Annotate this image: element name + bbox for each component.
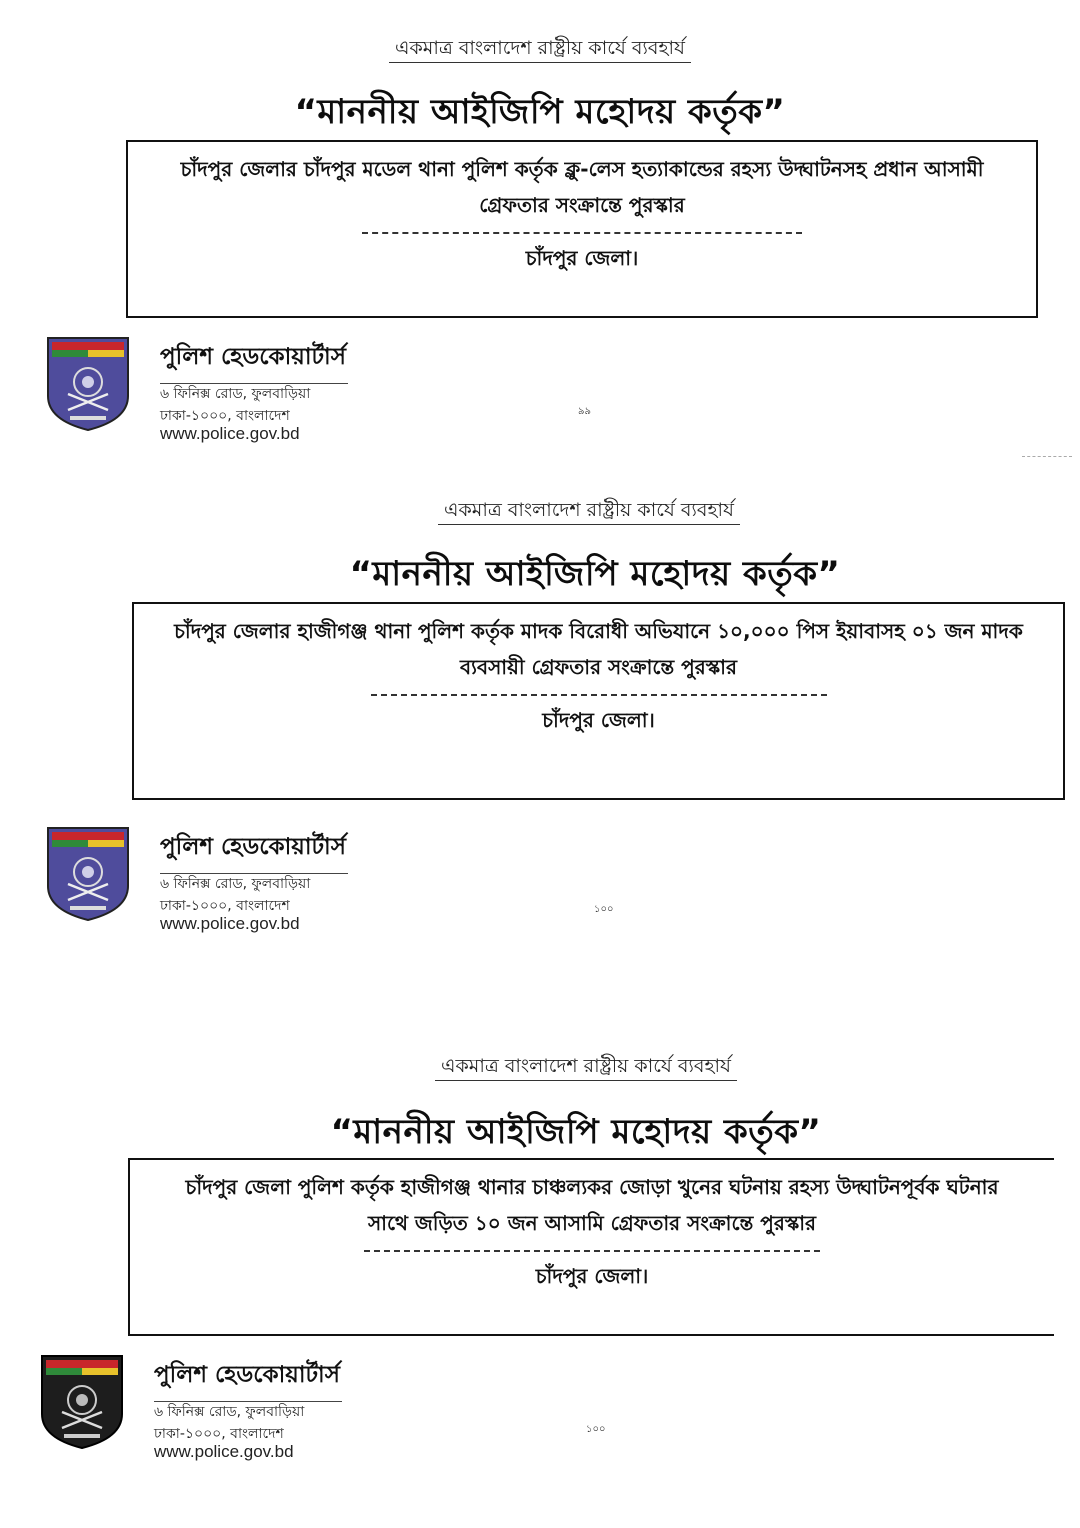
police-hq-block <box>40 1354 420 1474</box>
restricted-use-note: একমাত্র বাংলাদেশ রাষ্ট্রীয় কার্যে ব্যবহার্য <box>0 1052 1080 1084</box>
bangladesh-police-emblem-icon <box>46 826 130 922</box>
dashed-separator <box>362 232 802 234</box>
award-box <box>128 1158 1054 1336</box>
page-number: ৯৯ <box>578 406 591 417</box>
award-text-line-1: চাঁদপুর জেলা পুলিশ কর্তৃক হাজীগঞ্জ থানার চাঞ্চল্যকর জোড়া খুনের ঘটনায় রহস্য উদ্ঘাটনপূর্বক ঘটনার <box>185 1175 999 1199</box>
hq-address-line-1: ৬ ফিনিক্স রোড, ফুলবাড়িয়া <box>160 876 311 892</box>
page-number: ১০০ <box>586 1424 606 1435</box>
dashed-separator <box>364 1250 820 1252</box>
hq-address-line-2: ঢাকা-১০০০, বাংলাদেশ <box>160 898 290 914</box>
restricted-use-note: একমাত্র বাংলাদেশ রাষ্ট্রীয় কার্যে ব্যবহার্য <box>0 496 1080 528</box>
dashed-separator <box>371 694 827 696</box>
hq-name: পুলিশ হেডকোয়ার্টার্স <box>154 1356 342 1402</box>
hq-address-line-1: ৬ ফিনিক্স রোড, ফুলবাড়িয়া <box>160 386 311 402</box>
award-text-line-2: সাথে জড়িত ১০ জন আসামি গ্রেফতার সংক্রান্তে পুরস্কার <box>367 1211 817 1235</box>
page-number: ১০০ <box>594 904 614 915</box>
bangladesh-police-emblem-icon <box>46 336 130 432</box>
hq-website: www.police.gov.bd <box>160 424 300 443</box>
hq-address-line-2: ঢাকা-১০০০, বাংলাদেশ <box>154 1426 284 1442</box>
hq-website: www.police.gov.bd <box>160 914 300 933</box>
police-hq-block <box>46 826 426 946</box>
district-name: চাঁদপুর জেলা। <box>535 1264 649 1288</box>
award-box <box>132 602 1065 800</box>
bangladesh-police-emblem-icon <box>40 1354 124 1450</box>
police-hq-block <box>46 336 426 446</box>
award-box <box>126 140 1038 318</box>
scan-mark <box>1022 456 1072 457</box>
award-text-line-1: চাঁদপুর জেলার চাঁদপুর মডেল থানা পুলিশ কর্তৃক ক্লু-লেস হত্যাকান্ডের রহস্য উদ্ঘাটনসহ প্রধান আসামী <box>180 157 984 181</box>
award-text-line-2: গ্রেফতার সংক্রান্তে পুরস্কার <box>479 193 685 217</box>
hq-address-line-2: ঢাকা-১০০০, বাংলাদেশ <box>160 408 290 424</box>
district-name: চাঁদপুর জেলা। <box>542 708 655 732</box>
certificate-title: “মাননীয় আইজিপি মহোদয় কর্তৃক” <box>330 1112 822 1152</box>
hq-name: পুলিশ হেডকোয়ার্টার্স <box>160 338 348 384</box>
hq-name: পুলিশ হেডকোয়ার্টার্স <box>160 828 348 874</box>
district-name: চাঁদপুর জেলা। <box>525 246 639 270</box>
hq-address-line-1: ৬ ফিনিক্স রোড, ফুলবাড়িয়া <box>154 1404 305 1420</box>
certificate-3 <box>0 1030 1080 1528</box>
award-text-line-1: চাঁদপুর জেলার হাজীগঞ্জ থানা পুলিশ কর্তৃক মাদক বিরোধী অভিযানে ১০,০০০ পিস ইয়াবাসহ ০১ জন মাদক <box>174 619 1023 643</box>
restricted-use-note: একমাত্র বাংলাদেশ রাষ্ট্রীয় কার্যে ব্যবহার্য <box>0 34 1080 66</box>
award-text-line-2: ব্যবসায়ী গ্রেফতার সংক্রান্তে পুরস্কার <box>460 655 737 679</box>
certificate-title: “মাননীয় আইজিপি মহোদয় কর্তৃক” <box>294 92 786 132</box>
hq-website: www.police.gov.bd <box>154 1442 294 1461</box>
certificate-1 <box>0 0 1080 470</box>
certificate-title: “মাননীয় আইজিপি মহোদয় কর্তৃক” <box>349 554 841 594</box>
certificate-2 <box>0 478 1080 978</box>
